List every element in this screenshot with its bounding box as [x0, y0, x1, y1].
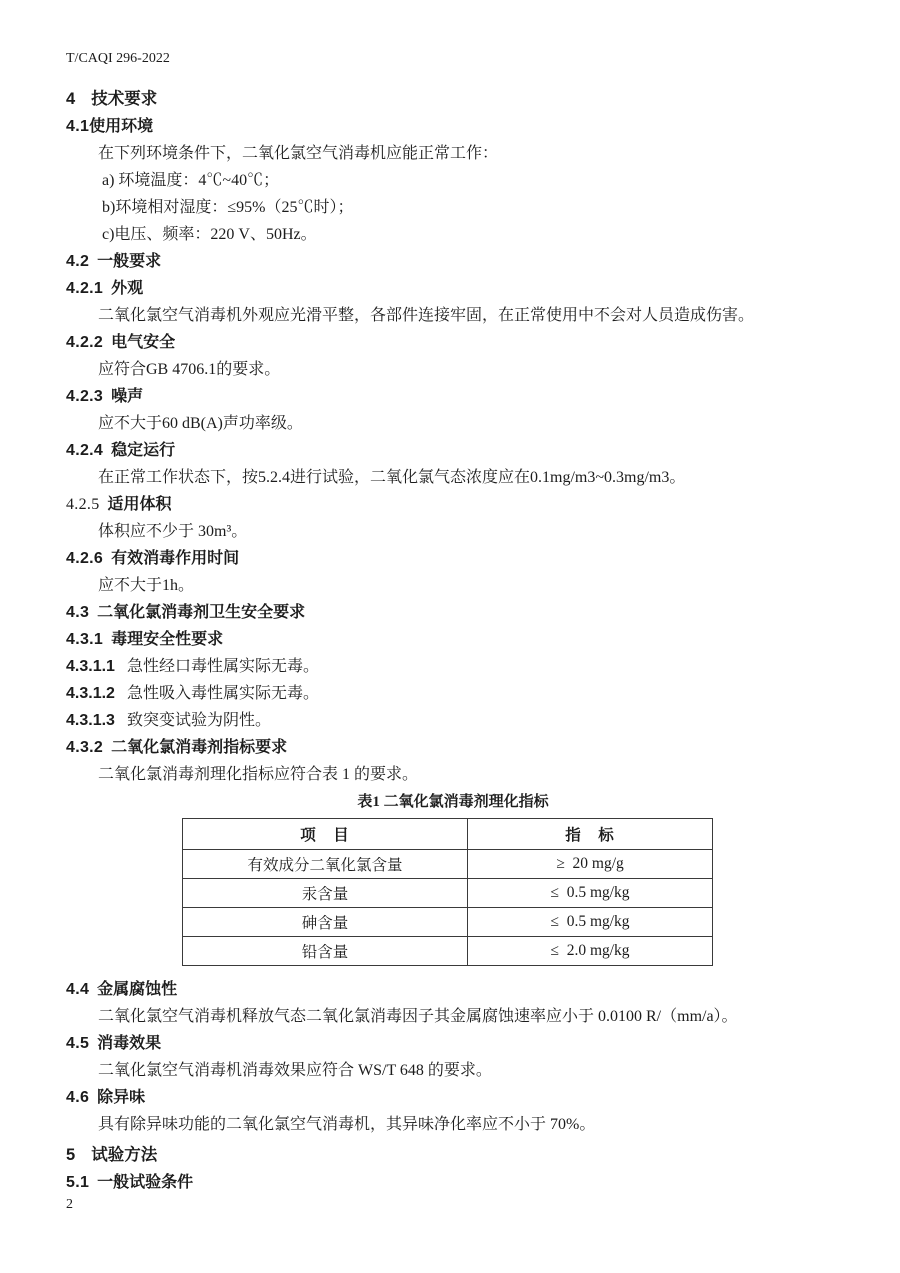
section-4-2-heading	[66, 248, 840, 275]
section-4-2-6-number: 4.2.6	[66, 550, 104, 567]
section-4-3-1-number: 4.3.1	[66, 631, 104, 648]
section-4-3-title: 二氧化氯消毒剂卫生安全要求	[97, 604, 306, 621]
section-5-1-title: 一般试验条件	[97, 1174, 194, 1191]
section-4-6-title: 除异味	[97, 1089, 146, 1106]
table-cell-item: 汞含量	[183, 879, 468, 908]
section-4-2-3-heading	[66, 383, 840, 410]
para-electrical-safety: 应符合GB 4706.1的要求。	[98, 361, 281, 378]
page-number: 2	[66, 1197, 73, 1212]
section-4-2-1-heading	[66, 275, 840, 302]
table-header-row	[183, 819, 713, 850]
section-5-number: 5	[66, 1146, 76, 1164]
clause-4-3-1-1	[66, 653, 840, 680]
table-header-item: 项 目	[183, 819, 468, 850]
table-1-physicochemical-indicators	[182, 818, 713, 966]
clause-4-3-1-2-number: 4.3.1.2	[66, 685, 115, 702]
table-row	[183, 850, 713, 879]
section-4-4-heading	[66, 976, 840, 1003]
section-4-3-number: 4.3	[66, 604, 90, 621]
para-odor-removal: 具有除异味功能的二氧化氯空气消毒机，其异味净化率应不小于 70%。	[98, 1116, 596, 1133]
section-5-heading	[66, 1142, 840, 1169]
section-4-5-heading	[66, 1030, 840, 1057]
section-4-2-5-heading	[66, 491, 840, 518]
table-cell-value: ≤ 0.5 mg/kg	[468, 908, 713, 937]
clause-4-3-1-3	[66, 707, 840, 734]
table-cell-value: ≤ 0.5 mg/kg	[468, 879, 713, 908]
clause-4-3-1-2	[66, 680, 840, 707]
section-4-1-title: 使用环境	[89, 118, 154, 135]
section-4-2-title: 一般要求	[97, 253, 162, 270]
section-4-2-4-number: 4.2.4	[66, 442, 104, 459]
section-4-3-2-heading	[66, 734, 840, 761]
section-4-2-1-title: 外观	[111, 280, 144, 297]
table-header-index: 指 标	[468, 819, 713, 850]
section-4-6-number: 4.6	[66, 1089, 90, 1106]
para-disinfection-effect: 二氧化氯空气消毒机消毒效果应符合 WS/T 648 的要求。	[98, 1062, 492, 1079]
list-item-c-voltage: c)电压、频率：220 V、50Hz。	[102, 226, 317, 243]
para-applicable-volume: 体积应不少于 30m³。	[98, 523, 248, 540]
section-4-3-heading	[66, 599, 840, 626]
section-4-2-5-number: 4.2.5	[66, 496, 100, 513]
para-indicator-requirement: 二氧化氯消毒剂理化指标应符合表 1 的要求。	[98, 766, 419, 783]
section-4-4-title: 金属腐蚀性	[97, 981, 178, 998]
table-cell-value: ≤ 2.0 mg/kg	[468, 937, 713, 966]
section-4-2-4-heading	[66, 437, 840, 464]
section-5-1-heading	[66, 1169, 840, 1196]
table-row	[183, 908, 713, 937]
section-4-title: 技术要求	[91, 90, 158, 108]
clause-4-3-1-1-text: 急性经口毒性属实际无毒。	[126, 658, 319, 675]
section-5-1-number: 5.1	[66, 1174, 90, 1191]
document-body	[66, 86, 840, 1196]
para-appearance: 二氧化氯空气消毒机外观应光滑平整，各部件连接牢固，在正常使用中不会对人员造成伤害。	[98, 307, 755, 324]
clause-4-3-1-3-number: 4.3.1.3	[66, 712, 115, 729]
section-4-2-4-title: 稳定运行	[111, 442, 176, 459]
section-4-2-5-title: 适用体积	[107, 496, 172, 513]
clause-4-3-1-3-text: 致突变试验为阴性。	[126, 712, 271, 729]
section-4-2-3-title: 噪声	[111, 388, 144, 405]
section-4-2-2-title: 电气安全	[111, 334, 176, 351]
para-stable-operation: 在正常工作状态下，按5.2.4进行试验，二氧化氯气态浓度应在0.1mg/m3~0.3mg/m3。	[98, 469, 686, 486]
section-4-number: 4	[66, 90, 76, 108]
section-4-5-title: 消毒效果	[97, 1035, 162, 1052]
section-4-2-2-heading	[66, 329, 840, 356]
para-noise: 应不大于60 dB(A)声功率级。	[98, 415, 303, 432]
section-5-title: 试验方法	[91, 1146, 158, 1164]
table-cell-item: 铅含量	[183, 937, 468, 966]
para-usage-intro: 在下列环境条件下，二氧化氯空气消毒机应能正常工作：	[98, 145, 499, 162]
para-metal-corrosion: 二氧化氯空气消毒机释放气态二氧化氯消毒因子其金属腐蚀速率应小于 0.0100 R/（mm/a）。	[98, 1008, 738, 1025]
table-row	[183, 937, 713, 966]
section-4-4-number: 4.4	[66, 981, 90, 998]
section-4-5-number: 4.5	[66, 1035, 90, 1052]
table-row	[183, 879, 713, 908]
section-4-1-number: 4.1	[66, 118, 90, 135]
section-4-3-1-heading	[66, 626, 840, 653]
section-4-6-heading	[66, 1084, 840, 1111]
section-4-2-3-number: 4.2.3	[66, 388, 104, 405]
section-4-2-number: 4.2	[66, 253, 90, 270]
section-4-2-2-number: 4.2.2	[66, 334, 104, 351]
clause-4-3-1-1-number: 4.3.1.1	[66, 658, 115, 675]
section-4-3-2-number: 4.3.2	[66, 739, 104, 756]
section-4-3-1-title: 毒理安全性要求	[111, 631, 224, 648]
section-4-heading	[66, 86, 840, 113]
table-1-caption: 表1 二氧化氯消毒剂理化指标	[357, 794, 549, 810]
table-cell-item: 有效成分二氧化氯含量	[183, 850, 468, 879]
clause-4-3-1-2-text: 急性吸入毒性属实际无毒。	[126, 685, 319, 702]
table-cell-value: ≥ 20 mg/g	[468, 850, 713, 879]
section-4-2-6-title: 有效消毒作用时间	[111, 550, 240, 567]
table-cell-item: 砷含量	[183, 908, 468, 937]
section-4-2-1-number: 4.2.1	[66, 280, 104, 297]
doc-number: T/CAQI 296-2022	[66, 51, 170, 66]
section-4-2-6-heading	[66, 545, 840, 572]
list-item-b-humidity: b)环境相对湿度：≤95%（25℃时）；	[102, 199, 354, 216]
para-disinfection-time: 应不大于1h。	[98, 577, 195, 594]
section-4-3-2-title: 二氧化氯消毒剂指标要求	[111, 739, 288, 756]
section-4-1-heading	[66, 113, 840, 140]
list-item-a-temperature: a) 环境温度：4℃~40℃；	[102, 172, 280, 189]
